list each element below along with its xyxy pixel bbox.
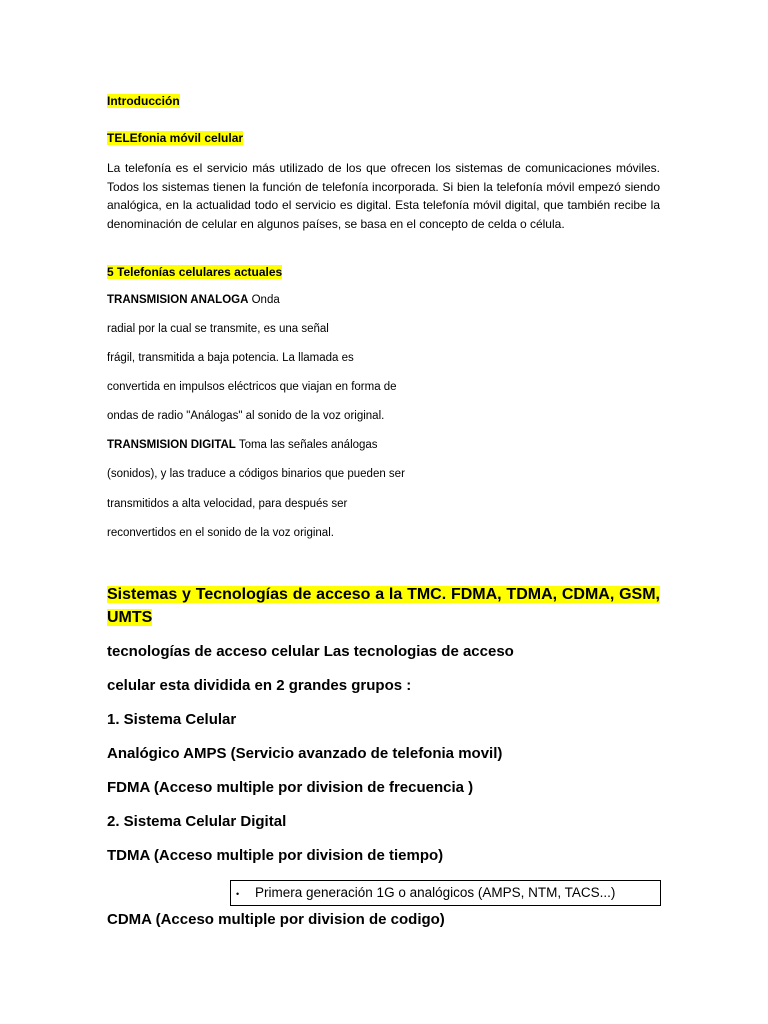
digital-line: (sonidos), y las traduce a códigos binarios que pueden ser	[107, 468, 405, 480]
tecnologias-line: celular esta dividida en 2 grandes grupos :	[107, 677, 412, 694]
heading-sistemas-tecnologias-text: Sistemas y Tecnologías de acceso a la TMC. FDMA, TDMA, CDMA, GSM, UMTS	[107, 586, 660, 626]
heading-sistemas-tecnologias	[107, 583, 660, 629]
digital-line: transmitidos a alta velocidad, para después ser	[107, 498, 348, 510]
bullet-text: Primera generación 1G o analógicos (AMPS, NTM, TACS...)	[255, 885, 616, 900]
heading-introduccion-text: Introducción	[107, 94, 180, 108]
analog-first-line	[107, 292, 280, 308]
tecnologias-line: tecnologías de acceso celular Las tecnologias de acceso	[107, 643, 514, 660]
analog-first-line-rest: Onda	[248, 294, 280, 306]
analog-label: TRANSMISION ANALOGA	[107, 294, 249, 306]
analog-line: radial por la cual se transmite, es una señal	[107, 323, 329, 335]
heading-cinco-telefonias-text: 5 Telefonías celulares actuales	[107, 265, 283, 279]
heading-cinco-telefonias	[107, 264, 282, 280]
heading-telefonia-movil-text: TELEfonia móvil celular	[107, 131, 244, 145]
tecnologias-line: FDMA (Acceso multiple por division de frecuencia )	[107, 779, 474, 796]
tecnologias-line: TDMA (Acceso multiple por division de tiempo)	[107, 847, 444, 864]
heading-introduccion	[107, 93, 180, 109]
analog-line: ondas de radio "Análogas" al sonido de la voz original.	[107, 410, 385, 422]
tecnologias-line: 1. Sistema Celular	[107, 711, 237, 728]
tecnologias-line: Analógico AMPS (Servicio avanzado de telefonia movil)	[107, 745, 503, 762]
intro-paragraph: La telefonía es el servicio más utilizado de los que ofrecen los sistemas de comunicaciones móviles. Todos los sistemas tienen la función de telefonía incorporada. Si bien la telefonía móvil empezó siendo analógica, en la actualidad todo el servicio es digital. Esta telefonía móvil digital, que también recibe la denominación de celular en algunos países, se basa en el concepto de celda o célula.	[107, 161, 660, 231]
digital-first-line-rest: Toma las señales análogas	[235, 439, 378, 451]
digital-label: TRANSMISION DIGITAL	[107, 439, 236, 451]
analog-line: frágil, transmitida a baja potencia. La llamada es	[107, 352, 354, 364]
bullet-box-primera-generacion	[230, 880, 661, 906]
analog-line: convertida en impulsos eléctricos que viajan en forma de	[107, 381, 397, 393]
digital-first-line	[107, 437, 378, 453]
tecnologias-line: CDMA (Acceso multiple por division de codigo)	[107, 911, 445, 928]
bullet-icon: •	[236, 889, 240, 899]
heading-telefonia-movil	[107, 130, 243, 146]
tecnologias-line: 2. Sistema Celular Digital	[107, 813, 287, 830]
digital-line: reconvertidos en el sonido de la voz original.	[107, 527, 334, 539]
